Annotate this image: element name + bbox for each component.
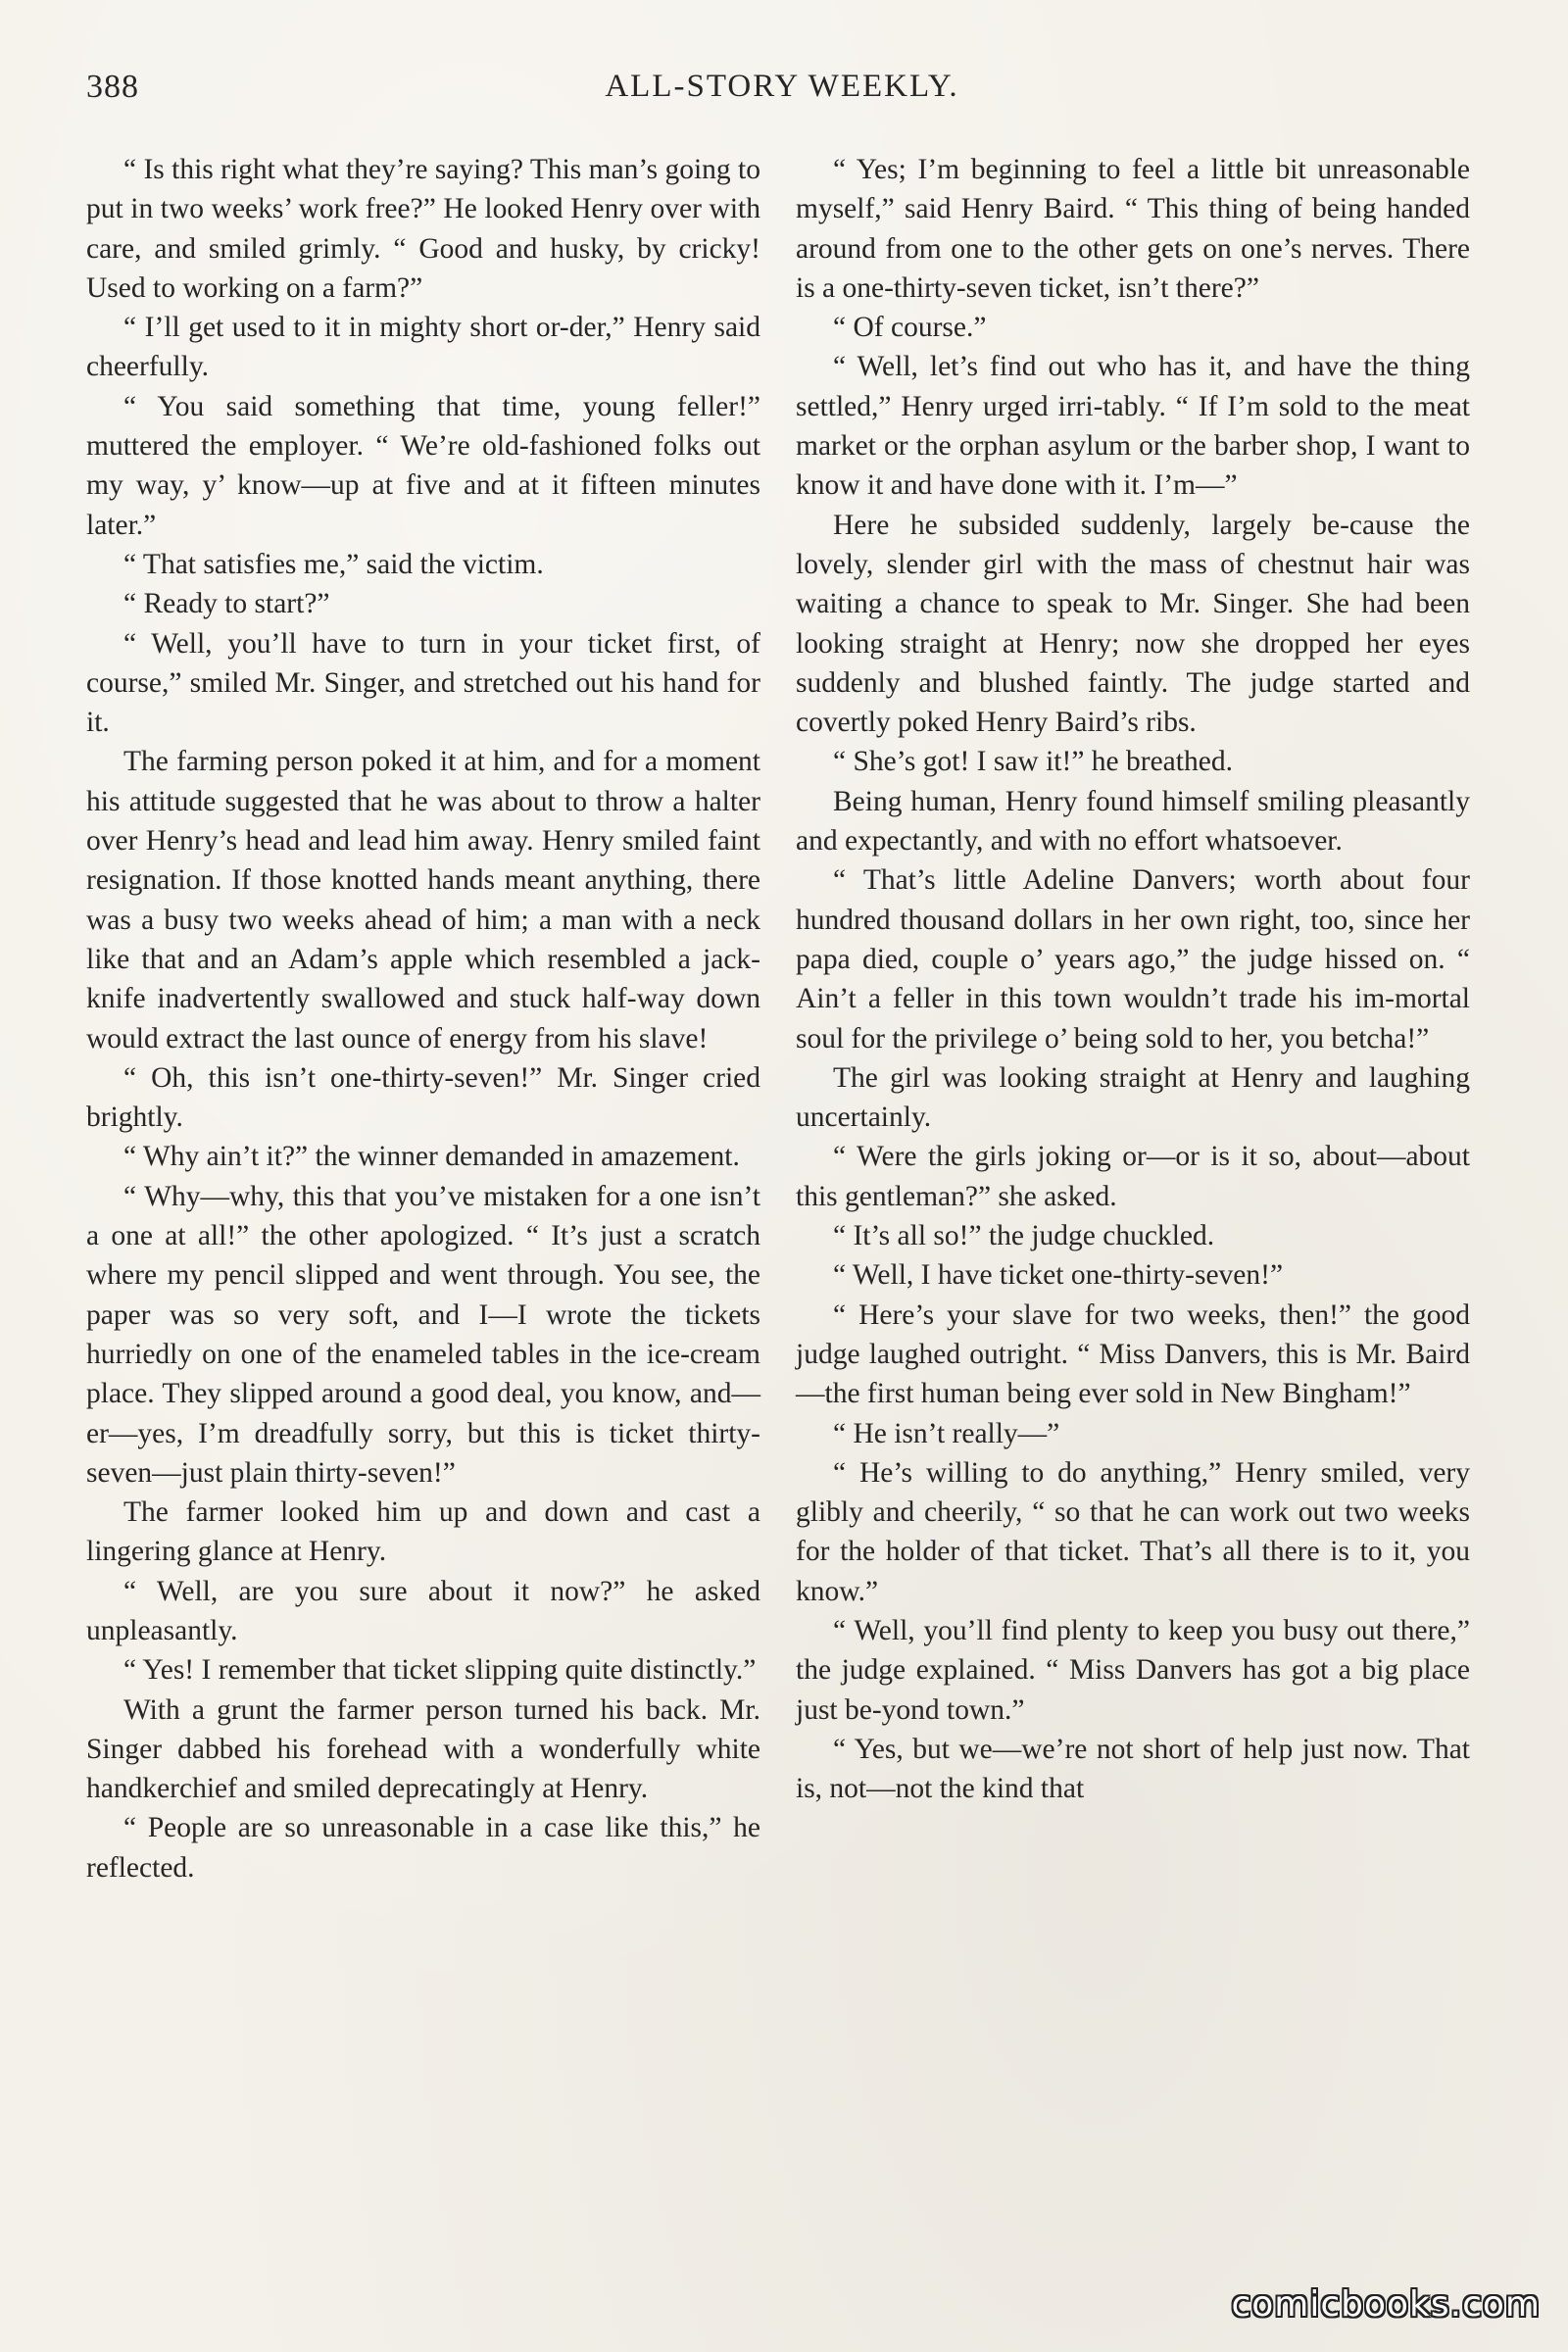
paragraph: “ That’s little Adeline Danvers; worth about four hundred thousand dollars in her own right, too, since her papa died, couple o’ years ago,” the judge hissed on. “ Ain’t a feller in this town wouldn’t trade his im-mortal soul for the privilege o’ being sold to her, you betcha!”: [796, 864, 1470, 1054]
page-number: 388: [86, 69, 139, 105]
paragraph: “ Well, you’ll find plenty to keep you busy out there,” the judge explained. “ Miss Danvers has got a big place just be-yond town.”: [796, 1614, 1470, 1726]
paragraph: “ Why ain’t it?” the winner demanded in amazement.: [123, 1141, 740, 1173]
page-header: [86, 69, 1478, 118]
paragraph: “ I’ll get used to it in mighty short or-der,” Henry said cheerfully.: [86, 312, 760, 383]
paragraph: “ Is this right what they’re saying? This man’s going to put in two weeks’ work free?” He looked Henry over with care, and smiled grimly. “ Good and husky, by cricky! Used to working on a farm?”: [86, 154, 760, 304]
paragraph: “ Why—why, this that you’ve mistaken for a one isn’t a one at all!” the other apologized. “ It’s just a scratch where my pencil slipped and went through. You see, the paper was so very soft, and I—I wrote the tickets hurriedly on one of the enameled tables in the ice-cream place. They slipped around a good deal, you know, and—er—yes, I’m dreadfully sorry, but this is ticket thirty-seven—just plain thirty-seven!”: [86, 1180, 760, 1489]
paragraph: The farming person poked it at him, and for a moment his attitude suggested that he was about to throw a halter over Henry’s head and lead him away. Henry smiled faint resignation. If those knotted hands meant anything, there was a busy two weeks ahead of him; a man with a neck like that and an Adam’s apple which resembled a jack-knife inadvertently swallowed and stuck half-way down would extract the last ounce of energy from his slave!: [86, 746, 760, 1054]
paragraph: “ He isn’t really—”: [833, 1417, 1060, 1449]
paragraph: “ That satisfies me,” said the victim.: [123, 548, 544, 580]
paragraph: “ You said something that time, young feller!” muttered the employer. “ We’re old-fashioned folks out my way, y’ know—up at five and at it fifteen minutes later.”: [86, 390, 760, 541]
paragraph: Being human, Henry found himself smiling pleasantly and expectantly, and with no effort whatsoever.: [796, 785, 1470, 858]
paragraph: “ Yes; I’m beginning to feel a little bit unreasonable myself,” said Henry Baird. “ This thing of being handed around from one to the other gets on one’s nerves. There is a one-thirty-seven ticket, isn’t there?”: [796, 154, 1470, 304]
paragraph: “ Here’s your slave for two weeks, then!” the good judge laughed outright. “ Miss Danvers, this is Mr. Baird—the first human being ever sold in New Bingham!”: [796, 1298, 1470, 1410]
left-column: [86, 150, 760, 1887]
paragraph: With a grunt the farmer person turned his back. Mr. Singer dabbed his forehead with a wonderfully white handkerchief and smiled deprecatingly at Henry.: [86, 1693, 760, 1805]
paragraph: “ It’s all so!” the judge chuckled.: [833, 1220, 1215, 1252]
paragraph: “ Ready to start?”: [123, 588, 330, 620]
running-title: ALL-STORY WEEKLY.: [605, 69, 959, 104]
paragraph: “ Well, you’ll have to turn in your ticket first, of course,” smiled Mr. Singer, and stretched out his hand for it.: [86, 627, 760, 739]
paragraph: “ Oh, this isn’t one-thirty-seven!” Mr. Singer cried brightly.: [86, 1061, 760, 1134]
paragraph: Here he subsided suddenly, largely be-cause the lovely, slender girl with the mass of chestnut hair was waiting a chance to speak to Mr. Singer. She had been looking straight at Henry; now she dropped her eyes suddenly and blushed faintly. The judge started and covertly poked Henry Baird’s ribs.: [796, 509, 1470, 739]
paragraph: “ Yes! I remember that ticket slipping quite distinctly.”: [123, 1654, 757, 1687]
paragraph: “ Well, are you sure about it now?” he asked unpleasantly.: [86, 1575, 760, 1646]
paragraph: “ Yes, but we—we’re not short of help just now. That is, not—not the kind that: [796, 1733, 1470, 1805]
paragraph: “ Well, I have ticket one-thirty-seven!”: [833, 1259, 1284, 1292]
paragraph: “ Were the girls joking or—or is it so, about—about this gentleman?” she asked.: [796, 1141, 1470, 1212]
paragraph: “ People are so unreasonable in a case like this,” he reflected.: [86, 1812, 760, 1884]
right-column: [796, 150, 1470, 1808]
paragraph: “ Well, let’s find out who has it, and have the thing settled,” Henry urged irri-tably. “ If I’m sold to the meat market or the orphan asylum or the barber shop, I want to know it and have done with it. I’m—”: [796, 351, 1470, 502]
paragraph: “ She’s got! I saw it!” he breathed.: [833, 746, 1233, 778]
paragraph: The girl was looking straight at Henry and laughing uncertainly.: [796, 1061, 1470, 1134]
paragraph: “ Of course.”: [833, 312, 987, 344]
watermark-logo: comicbooks.com: [1231, 2284, 1541, 2325]
paragraph: “ He’s willing to do anything,” Henry smiled, very glibly and cheerily, “ so that he can work out two weeks for the holder of that ticket. That’s all there is to it, you know.”: [796, 1456, 1470, 1607]
paragraph: The farmer looked him up and down and cast a lingering glance at Henry.: [86, 1496, 760, 1568]
